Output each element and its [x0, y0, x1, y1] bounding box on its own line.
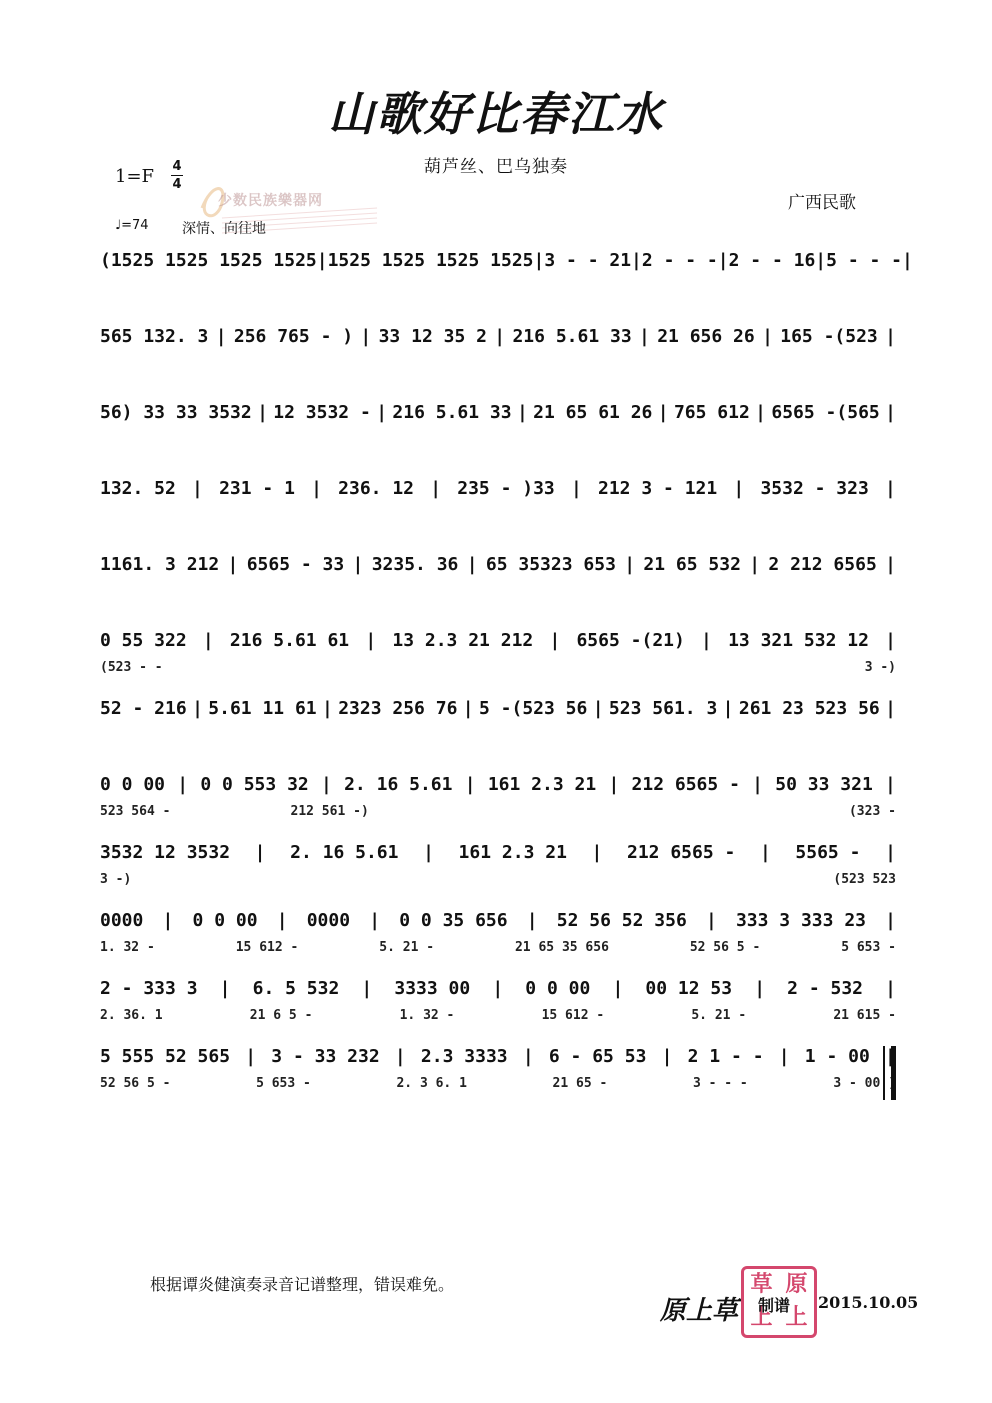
barline: | [759, 842, 771, 863]
watermark-text: 少数民族樂器网 [218, 193, 323, 209]
accompaniment-staff [100, 940, 896, 966]
measure: 56) 33 33 3532 [100, 402, 252, 423]
barline: | [722, 698, 734, 719]
measure: 3 -) [864, 660, 896, 675]
measure: 165 -(523 [780, 326, 878, 347]
barline: | [376, 402, 388, 423]
measure: 0000 [306, 910, 351, 931]
measure: 15 612 - [541, 1008, 605, 1023]
page-title: 山歌好比春江水 [328, 87, 664, 141]
barline: | [570, 478, 582, 499]
measure: 00 12 53 [645, 978, 733, 999]
barline: | [219, 978, 231, 999]
measure: 212 561 -) [290, 804, 369, 819]
barline: | [749, 554, 761, 575]
barline: | [733, 478, 745, 499]
barline: | [549, 630, 561, 651]
expression-marking: 深情、向往地 [182, 221, 266, 237]
score-line [100, 774, 896, 830]
score-line [100, 554, 896, 592]
measure: 236. 12 [338, 478, 415, 499]
barline: | [464, 774, 476, 795]
measure: 3333 00 [394, 978, 471, 999]
measure: 161 2.3 21 [458, 842, 567, 863]
measure: 5. 21 - [379, 940, 435, 955]
measure: 5 -(523 56 [478, 698, 588, 719]
barline: | [177, 774, 189, 795]
barline: | [311, 478, 322, 499]
measure: 21 65 35 656 [514, 940, 609, 955]
measure: 256 765 - ) [233, 326, 354, 347]
barline: | [352, 554, 364, 575]
measure: 21 65 - [552, 1076, 608, 1091]
barline: | [462, 698, 474, 719]
barline: | [215, 326, 227, 347]
measure: 212 3 - 121 [598, 478, 718, 499]
measure: 2 - 333 3 [100, 978, 198, 999]
score-line [100, 1046, 896, 1102]
measure: 52 56 52 356 [556, 910, 687, 931]
barline: | [885, 1046, 896, 1067]
measure: 132. 52 [100, 478, 176, 499]
measure: 5. 21 - [691, 1008, 747, 1023]
measure: 3 - - - [692, 1076, 748, 1091]
measure: 3 - - 21 [544, 250, 632, 271]
barline: | [361, 978, 373, 999]
measure: 21 65 61 26 [533, 402, 653, 423]
measure: 765 612 [673, 402, 750, 423]
barline: | [717, 250, 729, 271]
measure: 216 5.61 33 [392, 402, 512, 423]
score-line [100, 250, 913, 288]
measure: 5565 - [795, 842, 861, 863]
measure: 2. 16 5.61 [344, 774, 453, 795]
barline: | [245, 1046, 257, 1067]
measure: 565 132. 3 [100, 326, 209, 347]
measure: 13 321 532 12 [728, 630, 869, 651]
measure: 2323 256 76 [338, 698, 458, 719]
score-line [100, 698, 896, 736]
barline: | [526, 910, 538, 931]
barline: | [885, 554, 896, 575]
meter-top: 4 [172, 159, 182, 174]
score-line [100, 478, 896, 516]
barline: | [369, 910, 381, 931]
measure: (523 - - [100, 660, 163, 675]
measure: 5.61 11 61 [208, 698, 317, 719]
barline: | [394, 1046, 406, 1067]
measure: 0 0 00 [100, 774, 166, 795]
barline: | [902, 250, 913, 271]
measure: 5 - - - [826, 250, 902, 271]
barline: | [162, 910, 174, 931]
measure: 235 - )33 [457, 478, 555, 499]
measure: 2. 16 5.61 [290, 842, 399, 863]
score-line [100, 910, 896, 966]
barline: | [522, 1046, 534, 1067]
barline: | [885, 842, 896, 863]
main-staff [100, 402, 896, 440]
barline: | [202, 630, 214, 651]
measure: 13 2.3 21 212 [392, 630, 534, 651]
measure: 3 - 33 232 [271, 1046, 380, 1067]
date: 2015.10.05 [818, 1293, 919, 1312]
barline: | [705, 910, 717, 931]
measure: (323 - [848, 804, 896, 819]
measure: 5 653 - [256, 1076, 311, 1091]
accompaniment-staff [100, 804, 896, 830]
measure: 3532 12 3532 [100, 842, 231, 863]
barline: | [492, 978, 504, 999]
meter-bottom: 4 [172, 177, 182, 192]
barline: | [815, 250, 827, 271]
accompaniment-staff [100, 660, 896, 686]
barline: | [316, 250, 328, 271]
measure: 212 6565 - [626, 842, 736, 863]
measure: 2 - 532 [787, 978, 864, 999]
measure: 0 0 35 656 [399, 910, 508, 931]
barline: | [754, 978, 766, 999]
barline: | [227, 554, 239, 575]
barline: | [631, 250, 642, 271]
measure: 52 56 5 - [100, 1076, 171, 1091]
measure: 523 564 - [100, 804, 171, 819]
seal-char: 上 [750, 1304, 773, 1330]
measure: 6565 - 33 [246, 554, 345, 575]
main-staff [100, 554, 896, 592]
barline: | [885, 910, 896, 931]
measure: 6565 -(565 [771, 402, 880, 423]
measure: 21 615 - [833, 1008, 896, 1023]
measure: 21 65 532 [643, 554, 741, 575]
barline: | [192, 478, 203, 499]
measure: 0 55 322 [100, 630, 187, 651]
credit-label: 制谱 [758, 1296, 791, 1315]
barline: | [608, 774, 620, 795]
barline: | [885, 698, 896, 719]
measure: 333 3 333 23 [735, 910, 866, 931]
measure: 52 - 216 [100, 698, 187, 719]
barline: | [885, 978, 896, 999]
barline: | [360, 326, 372, 347]
barline: | [639, 326, 650, 347]
measure: 15 612 - [235, 940, 299, 955]
measure: 1. 32 - [399, 1008, 455, 1023]
barline: | [430, 478, 442, 499]
barline: | [778, 1046, 790, 1067]
barline: | [322, 698, 333, 719]
measure: 3532 - 323 [760, 478, 869, 499]
main-staff [100, 478, 896, 516]
barline: | [701, 630, 712, 651]
score-line [100, 978, 896, 1034]
measure: 523 561. 3 [608, 698, 718, 719]
barline: | [762, 326, 773, 347]
barline: | [516, 402, 528, 423]
measure: 1 - 00 [804, 1046, 870, 1067]
measure: 65 35323 653 [485, 554, 616, 575]
barline: | [257, 402, 268, 423]
measure: 3 - 00 ) [833, 1076, 896, 1091]
final-barline [883, 1046, 896, 1100]
barline: | [494, 326, 506, 347]
tempo-marking: ♩=74 [115, 218, 149, 233]
measure: 0 0 00 [525, 978, 591, 999]
score-line [100, 630, 896, 686]
measure: 0 0 00 [192, 910, 258, 931]
barline: | [276, 910, 288, 931]
barline: | [885, 630, 896, 651]
measure: 1525 1525 1525 1525 [327, 250, 534, 271]
measure: 161 2.3 21 [487, 774, 597, 795]
barline: | [254, 842, 266, 863]
measure: 5 653 - [841, 940, 896, 955]
footer-note: 根据谭炎健演奏录音记谱整理，错误难免。 [150, 1275, 455, 1294]
measure: 21 6 5 - [249, 1008, 313, 1023]
measure: 2 1 - - [687, 1046, 764, 1067]
score-line [100, 402, 896, 440]
barline: | [661, 1046, 673, 1067]
seal-char: 草 [750, 1271, 773, 1297]
measure: 6565 -(21) [576, 630, 685, 651]
main-staff [100, 326, 896, 364]
measure: 212 6565 - [631, 774, 740, 795]
measure: (523 523 [833, 872, 896, 887]
barline: | [885, 326, 896, 347]
measure: 33 12 35 2 [378, 326, 487, 347]
barline: | [192, 698, 203, 719]
subtitle: 葫芦丝、巴乌独奏 [424, 157, 568, 177]
accompaniment-staff [100, 1076, 896, 1102]
score-body [100, 250, 913, 1114]
barline: | [365, 630, 377, 651]
measure: 50 33 321 [775, 774, 873, 795]
seal-char: 原 [785, 1271, 808, 1297]
barline: | [885, 774, 896, 795]
measure: 6. 5 532 [252, 978, 340, 999]
measure: 2.3 3333 [420, 1046, 508, 1067]
barline: | [752, 774, 763, 795]
accompaniment-staff [100, 872, 896, 898]
barline: | [612, 978, 624, 999]
main-staff [100, 250, 913, 288]
measure: 261 23 523 56 [738, 698, 880, 719]
measure: 2 212 6565 [768, 554, 877, 575]
accompaniment-staff [100, 1008, 896, 1034]
score-line [100, 842, 896, 898]
measure: 2. 36. 1 [100, 1008, 163, 1023]
measure: 6 - 65 53 [548, 1046, 647, 1067]
measure: 21 656 26 [657, 326, 755, 347]
barline: | [657, 402, 669, 423]
measure: 12 3532 - [273, 402, 371, 423]
measure: 231 - 1 [219, 478, 295, 499]
barline: | [423, 842, 434, 863]
measure: 1161. 3 212 [100, 554, 220, 575]
song-origin: 广西民歌 [788, 193, 856, 213]
barline: | [466, 554, 478, 575]
measure: 52 56 5 - [689, 940, 761, 955]
measure: 216 5.61 33 [512, 326, 632, 347]
measure: 5 555 52 565 [100, 1046, 231, 1067]
barline: | [592, 698, 604, 719]
main-staff [100, 698, 896, 736]
measure: 1. 32 - [100, 940, 155, 955]
seal-char: 上 [785, 1304, 808, 1330]
measure: 3 -) [100, 872, 132, 887]
barline: | [591, 842, 603, 863]
key-signature: 1=F [115, 166, 155, 187]
measure: 216 5.61 61 [229, 630, 350, 651]
measure: 2 - - - [641, 250, 718, 271]
measure: 0000 [100, 910, 144, 931]
measure: 3235. 36 [371, 554, 459, 575]
signature: 原上草 [660, 1296, 739, 1326]
measure: 2 - - 16 [728, 250, 816, 271]
measure: 0 0 553 32 [200, 774, 309, 795]
measure: 2. 3 6. 1 [396, 1076, 467, 1091]
barline: | [533, 250, 545, 271]
barline: | [321, 774, 332, 795]
barline: | [624, 554, 636, 575]
barline: | [885, 402, 896, 423]
measure: (1525 1525 1525 1525 [100, 250, 317, 271]
score-line [100, 326, 896, 364]
barline: | [755, 402, 767, 423]
barline: | [885, 478, 896, 499]
